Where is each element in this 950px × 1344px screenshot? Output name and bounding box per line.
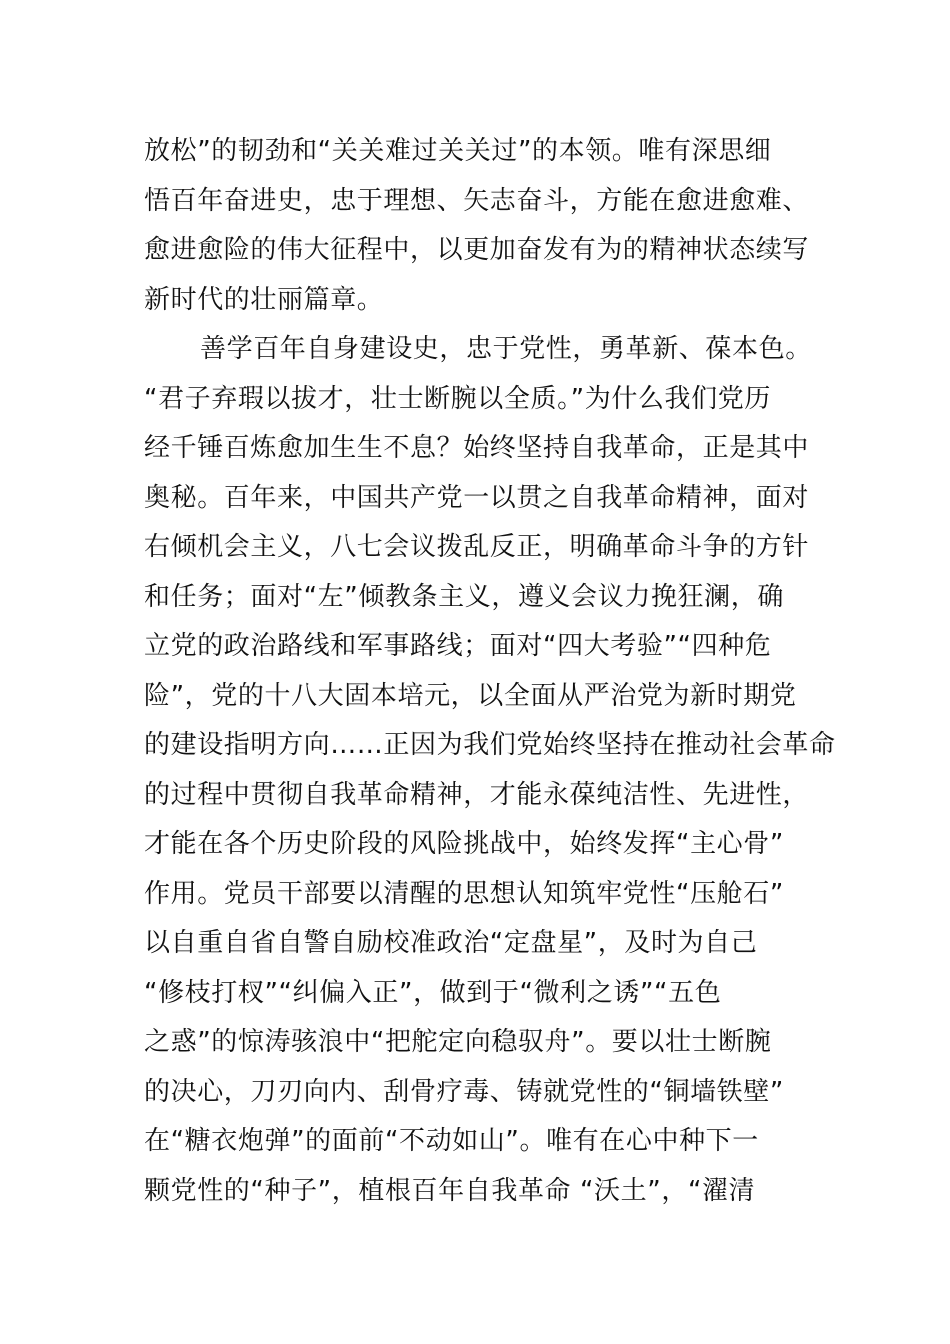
text-line: 的决心，刀刃向内、刮骨疗毒、铸就党性的“铜墙铁壁” [144,1076,784,1107]
text-line: 立党的政治路线和军事路线；面对“四大考验”“四种危 [144,631,772,661]
text-line: 经千锤百炼愈加生生不息？始终坚持自我革命，正是其中 [144,433,810,463]
text-line: 新时代的壮丽篇章。 [144,284,384,315]
text-line: 的过程中贯彻自我革命精神，才能永葆纯洁性、先进性， [144,779,810,810]
text-line: 奥秘。百年来，中国共产党一以贯之自我革命精神，面对 [144,482,810,513]
text-line: 之惑”的惊涛骇浪中“把舵定向稳驭舟”。要以壮士断腕 [144,1027,772,1057]
text-line: 善学百年自身建设史，忠于党性，勇革新、葆本色。 [200,334,812,364]
paragraph-1 [144,127,814,325]
text-line: 放松”的韧劲和“关关难过关关过”的本领。唯有深思细 [144,136,772,166]
text-line: 在“糖衣炮弹”的面前“不动如山”。唯有在心中种下一 [144,1126,759,1156]
text-line: 和任务；面对“左”倾教条主义，遵义会议力挽狂澜，确 [144,581,784,612]
text-line: 作用。党员干部要以清醒的思想认知筑牢党性“压舱石” [144,878,784,909]
text-line: 右倾机会主义，八七会议拨乱反正，明确革命斗争的方针 [144,532,810,562]
text-line: “修枝打杈”“纠偏入正”，做到于“微利之诱”“五色 [144,977,722,1008]
text-line: 愈进愈险的伟大征程中，以更加奋发有为的精神状态续写 [144,235,810,265]
text-line: 颗党性的“种子”，植根百年自我革命 “沃土”，“濯清 [144,1175,756,1206]
body-text [144,127,836,1216]
text-line: 悟百年奋进史，忠于理想、矢志奋斗，方能在愈进愈难、 [144,185,810,216]
text-line: 险”，党的十八大固本培元，以全面从严治党为新时期党 [144,680,797,711]
text-line: “君子弃瑕以拔才，壮士断腕以全质。”为什么我们党历 [144,383,771,414]
text-line: 才能在各个历史阶段的风险挑战中，始终发挥“主心骨” [144,829,784,859]
text-line: 以自重自省自警自励校准政治“定盘星”，及时为自己 [144,928,758,958]
text-line: 的建设指明方向……正因为我们党始终坚持在推动社会革命 [144,730,836,760]
paragraph-2 [144,325,836,1216]
